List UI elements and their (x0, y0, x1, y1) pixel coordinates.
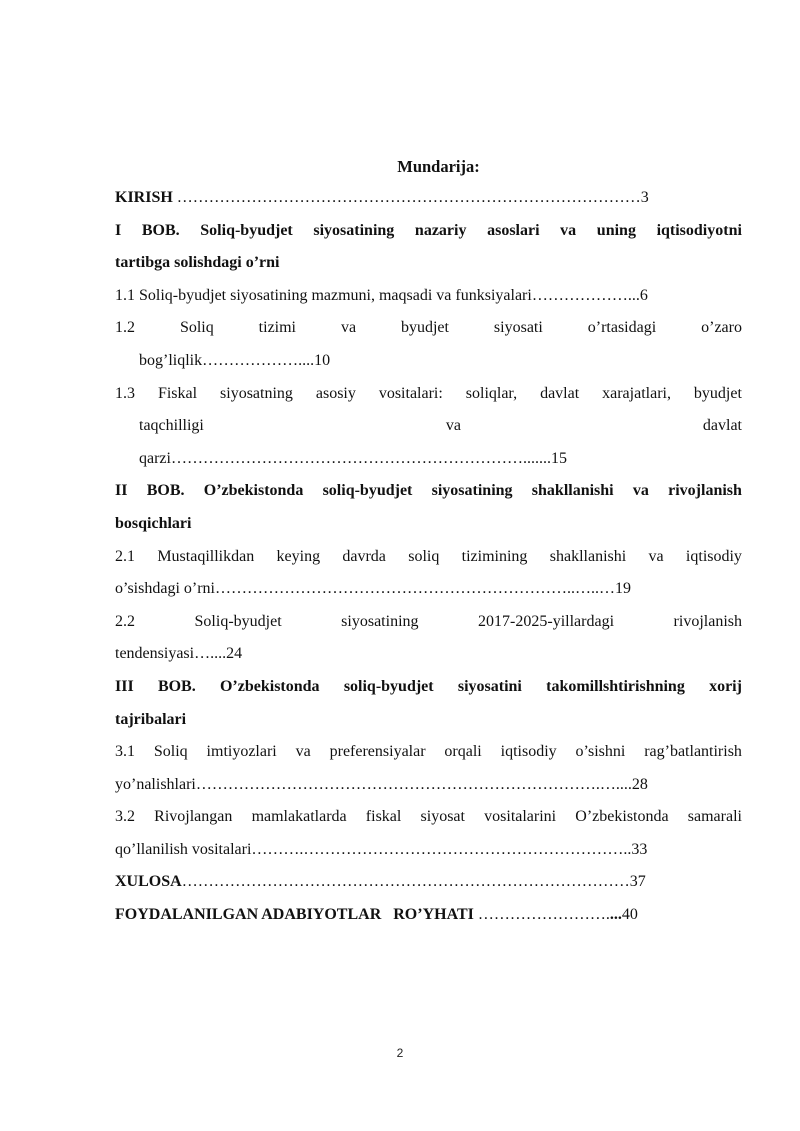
table-of-contents (115, 152, 742, 932)
word: xorij (709, 677, 742, 695)
word: Rivojlangan (154, 808, 233, 826)
word: Soliq (153, 743, 188, 761)
word: siyosatini (457, 677, 522, 695)
word: byudjet (693, 384, 742, 402)
entry-title: XULOSA (115, 873, 182, 891)
toc-entry-1-3-line-2[interactable] (115, 410, 742, 443)
word: tizimi (258, 319, 296, 337)
toc-entry-3-2-line-1[interactable] (115, 801, 742, 834)
entry-page-number: 10 (314, 351, 331, 369)
word: III (115, 677, 134, 695)
word: va (445, 417, 461, 435)
word: iqtisodiy (500, 743, 557, 761)
word: va (560, 221, 577, 239)
word: fiskal (365, 808, 402, 826)
word: vositalari: (378, 384, 443, 402)
word: tizimining (461, 547, 528, 565)
leader-dots: ……………………. (473, 906, 610, 924)
entry-page-number: 3 (640, 189, 649, 206)
toc-entry-2-1-line-2[interactable] (115, 573, 742, 606)
word: 2017-2025-yillardagi (478, 612, 615, 630)
word: siyosatning (220, 384, 293, 402)
toc-heading: Mundarija: (397, 157, 480, 176)
word: siyosatining (431, 482, 513, 500)
word: iqtisodiy (685, 547, 742, 565)
toc-entry-1-2-line-1[interactable] (115, 312, 742, 345)
entry-page-number: 6 (639, 286, 648, 304)
chapter-3-title-line-1[interactable] (115, 671, 742, 704)
word: taqchilligi (139, 417, 204, 435)
word: Fiskal (157, 384, 198, 402)
word: imtiyozlari (206, 743, 277, 761)
leader-dots: …………………………………………………………………………… (172, 189, 641, 206)
word: uning (596, 221, 636, 239)
word: shakllanishi (531, 482, 614, 500)
word: 3.2 (115, 808, 135, 826)
word: nazariy (414, 221, 467, 239)
word: Soliq-byudjet (200, 221, 293, 239)
entry-title: o’sishdagi o’rni…………………………………………………………..…..… (115, 580, 615, 598)
word: asoslari (487, 221, 540, 239)
word: mamlakatlarda (251, 808, 347, 826)
word: siyosatining (313, 221, 395, 239)
word: rivojlanish (673, 612, 742, 630)
leader-dots: ………………... (531, 286, 640, 304)
entry-title: tendensiyasi….... (115, 645, 227, 663)
word: 2.2 (115, 612, 135, 630)
word: siyosat (420, 808, 465, 826)
word: asosiy (315, 384, 356, 402)
word: va (632, 482, 649, 500)
word: Soliq-byudjet (194, 612, 282, 630)
word: 2.1 (115, 547, 135, 565)
entry-title: qo’llanilish vositalari……….…………………………………………………….. (115, 840, 632, 858)
leader-dots: ………………………………………………………………………… (181, 873, 630, 891)
word: va (340, 319, 357, 337)
word: siyosati (493, 319, 543, 337)
word: va (648, 547, 664, 565)
toc-entry-1-3-line-3[interactable] (115, 443, 742, 476)
word: soliqlar, (465, 384, 518, 402)
entry-title: qarzi…………………………………………………………....... (139, 449, 551, 467)
word: BOB. (141, 221, 180, 239)
word: II (115, 482, 128, 500)
word: rivojlanish (668, 482, 742, 500)
page-number: 2 (396, 1046, 404, 1060)
word: O’zbekistonda (575, 808, 669, 826)
word: soliq-byudjet (322, 482, 413, 500)
word: Soliq (179, 319, 214, 337)
word: BOB. (157, 677, 196, 695)
word: xarajatlari, (602, 384, 671, 402)
entry-page-number: 40 (621, 906, 638, 924)
word: o’rtasidagi (587, 319, 657, 337)
word: keying (276, 547, 321, 565)
entry-title: 1.1 Soliq-byudjet siyosatining mazmuni, maqsadi va funksiyalari (115, 286, 532, 304)
entry-title: KIRISH (115, 189, 173, 206)
toc-entry-conclusion[interactable] (115, 866, 742, 899)
word: davlat (540, 384, 580, 402)
word: byudjet (400, 319, 449, 337)
word: orqali (444, 743, 482, 761)
word: 1.2 (115, 319, 135, 337)
chapter-2-title-line-1[interactable] (115, 475, 742, 508)
entry-page-number: 19 (615, 580, 631, 598)
word: samarali (687, 808, 742, 826)
toc-entry-intro[interactable] (115, 182, 742, 215)
word: 1.3 (115, 384, 135, 402)
word: soliq (408, 547, 440, 565)
entry-page-number: 28 (631, 775, 648, 793)
toc-entry-references[interactable] (115, 899, 742, 932)
entry-page-number: 33 (631, 840, 648, 858)
word: shakllanishi (549, 547, 627, 565)
entry-title: yo’nalishlari………………………………………………………………….….... (115, 775, 632, 793)
word: O’zbekistonda (203, 482, 304, 500)
toc-entry-1-2-line-2[interactable] (115, 345, 742, 378)
word: preferensiyalar (329, 743, 426, 761)
word: O’zbekistonda (219, 677, 320, 695)
chapter-2-title-line-2[interactable]: bosqichlari (115, 514, 192, 532)
toc-entry-2-2-line-2[interactable] (115, 638, 742, 671)
word: davlat (702, 417, 742, 435)
chapter-1-title-line-1[interactable] (115, 215, 742, 248)
entry-page-number: 15 (550, 449, 567, 467)
chapter-1-title-line-2[interactable]: tartibga solishdagi o’rni (115, 254, 280, 272)
word: rag’batlantirish (644, 743, 742, 761)
entry-page-number: 37 (629, 873, 646, 891)
chapter-3-title-line-2[interactable]: tajribalari (115, 710, 187, 728)
word: Mustaqillikdan (157, 547, 255, 565)
word: va (295, 743, 311, 761)
toc-entry-2-2-line-1[interactable] (115, 606, 742, 639)
toc-entry-1-1[interactable] (115, 280, 742, 313)
toc-entry-3-2-line-2[interactable] (115, 834, 742, 867)
leader-dots-tail: ... (609, 906, 622, 924)
word: takomillshtirishning (546, 677, 685, 695)
word: BOB. (146, 482, 185, 500)
word: 3.1 (115, 743, 135, 761)
word: vositalarini (484, 808, 557, 826)
entry-title: bog’liqlik……………….... (139, 351, 315, 369)
word: davrda (342, 547, 386, 565)
toc-entry-2-1-line-1[interactable] (115, 541, 742, 574)
word: soliq-byudjet (343, 677, 434, 695)
word: o’zaro (701, 319, 742, 337)
toc-entry-1-3-line-1[interactable] (115, 378, 742, 411)
word: iqtisodiyotni (656, 221, 742, 239)
toc-entry-3-1-line-1[interactable] (115, 736, 742, 769)
entry-page-number: 24 (226, 645, 243, 663)
word: o’sishni (575, 743, 626, 761)
word: I (115, 221, 122, 239)
entry-title: FOYDALANILGAN ADABIYOTLAR RO’YHATI (115, 906, 474, 924)
word: siyosatining (341, 612, 419, 630)
toc-entry-3-1-line-2[interactable] (115, 769, 742, 802)
